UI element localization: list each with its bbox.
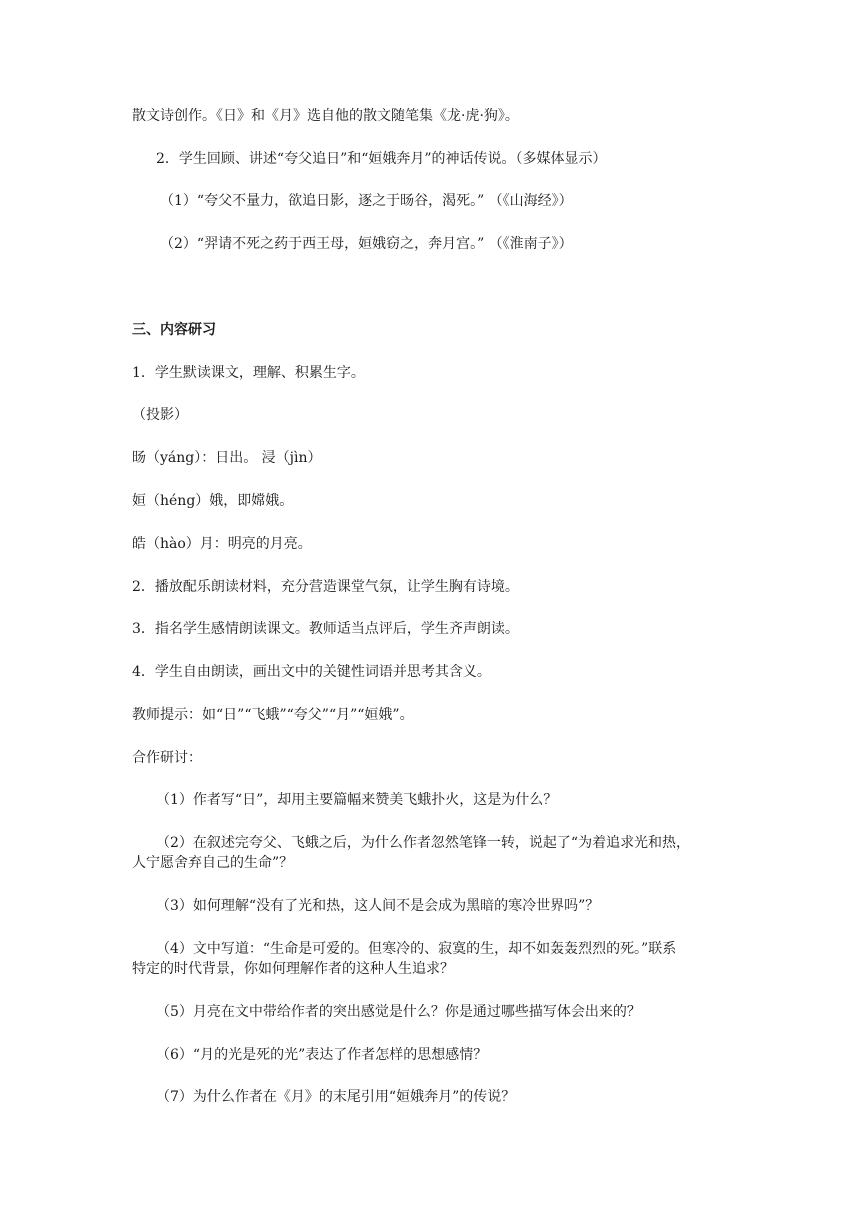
question-3: （3）如何理解“没有了光和热，这人间不是会成为黑暗的寒冷世界吗”？ (156, 898, 600, 914)
paragraph-discussion-label: 合作研讨： (132, 750, 202, 766)
section-heading: 三、内容研习 (132, 322, 216, 338)
vocab-hao: 皓（hào）月：明亮的月亮。 (132, 536, 312, 552)
question-5: （5）月亮在文中带给作者的突出感觉是什么？你是通过哪些描写体会出来的？ (156, 1004, 641, 1020)
paragraph-teacher-hint: 教师提示：如“日”“飞蛾”“夸父”“月”“姮娥”。 (132, 707, 414, 723)
paragraph-music-reading: 2．播放配乐朗读材料，充分营造课堂气氛，让学生胸有诗境。 (132, 579, 519, 595)
paragraph-free-reading: 4．学生自由朗读，画出文中的关键性词语并思考其含义。 (132, 664, 491, 680)
paragraph-emotional-reading: 3．指名学生感情朗读课文。教师适当点评后，学生齐声朗读。 (132, 621, 519, 637)
paragraph-silent-reading: 1．学生默读课文，理解、积累生字。 (132, 365, 365, 381)
question-2-line-2: 人宁愿舍弃自己的生命”？ (132, 855, 294, 871)
question-7: （7）为什么作者在《月》的末尾引用“姮娥奔月”的传说？ (156, 1089, 516, 1105)
quote-shanhaijing: （1）“夸父不量力，欲追日影，逐之于旸谷，渴死。” （《山海经》） (160, 193, 573, 209)
vocab-yang: 旸（yáng）：日出。 浸（jìn） (132, 450, 322, 466)
question-6: （6）“月的光是死的光”表达了作者怎样的思想感情？ (156, 1047, 488, 1063)
question-2-line-1: （2）在叙述完夸父、飞蛾之后，为什么作者忽然笔锋一转，说起了“为着追求光和热， (156, 835, 691, 851)
question-1: （1）作者写“日”，却用主要篇幅来赞美飞蛾扑火，这是为什么？ (156, 792, 558, 808)
paragraph-intro-end: 散文诗创作。《日》和《月》选自他的散文随笔集《龙·虎·狗》。 (132, 108, 519, 124)
paragraph-step-2: 2．学生回顾、讲述“夸父追日”和“姮娥奔月”的神话传说。（多媒体显示） (156, 151, 607, 167)
question-4-line-2: 特定的时代背景，你如何理解作者的这种人生追求？ (132, 961, 454, 977)
paragraph-projection: （投影） (132, 407, 188, 423)
question-4-line-1: （4）文中写道：“生命是可爱的。但寒冷的、寂寞的生，却不如轰轰烈烈的死。”联系 (156, 941, 677, 957)
quote-huainanzi: （2）“羿请不死之药于西王母，姮娥窃之，奔月宫。” （《淮南子》） (160, 236, 573, 252)
vocab-heng: 姮（héng）娥，即嫦娥。 (132, 493, 294, 509)
